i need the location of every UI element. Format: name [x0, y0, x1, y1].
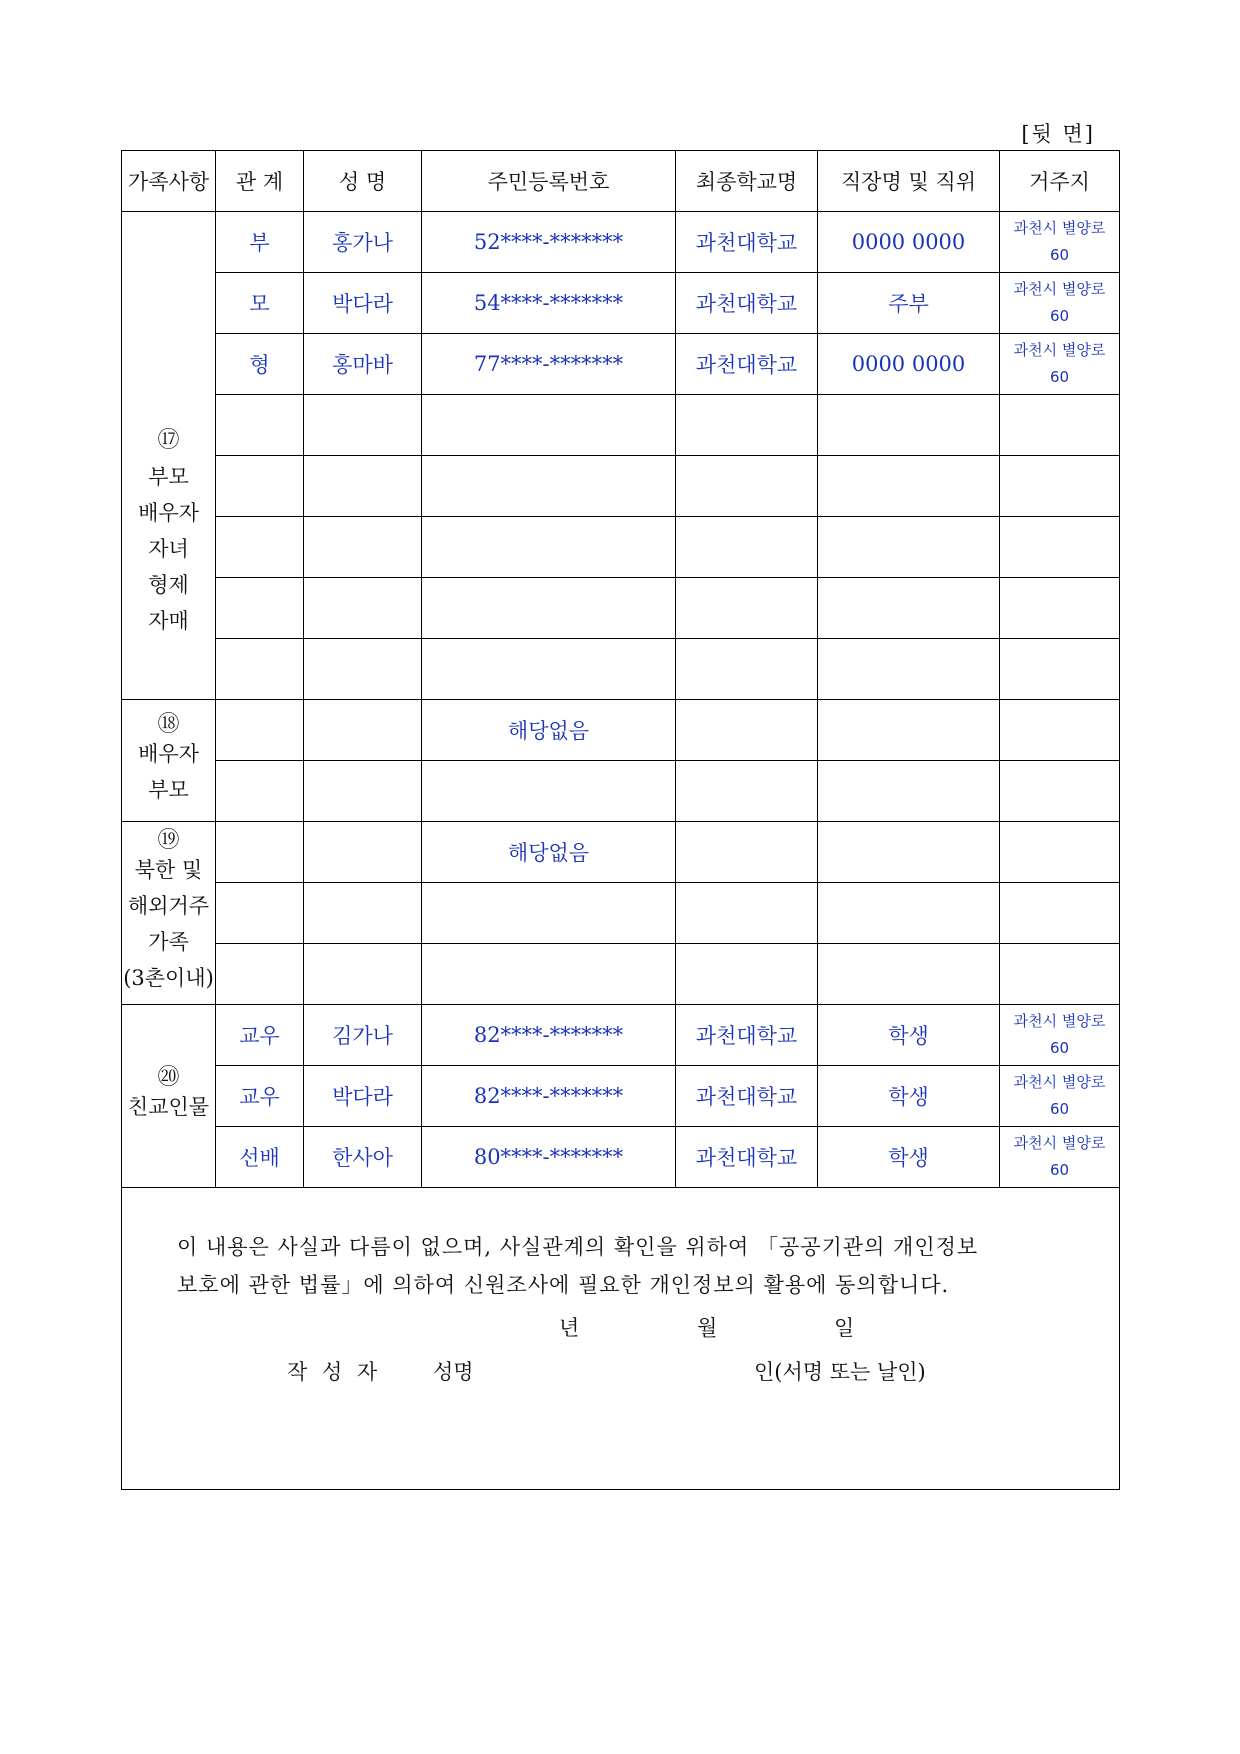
- group-19-label: [122, 822, 216, 1005]
- consent-row: [122, 1188, 1120, 1490]
- address-line: 60: [1049, 307, 1070, 325]
- cell-rrn: 82****-*******: [422, 1005, 676, 1066]
- month-label: 월: [697, 1316, 718, 1340]
- cell-relation: 선배: [216, 1127, 304, 1188]
- empty-cell: [818, 944, 1000, 1005]
- empty-cell: [216, 944, 304, 1005]
- cell-school: 과천대학교: [676, 1005, 818, 1066]
- empty-cell: [1000, 700, 1120, 761]
- empty-cell: [422, 944, 676, 1005]
- empty-cell: [216, 578, 304, 639]
- empty-cell: [422, 456, 676, 517]
- cell-name: 박다라: [304, 1066, 422, 1127]
- table-row: [122, 1066, 1120, 1127]
- family-table: [121, 150, 1120, 1490]
- consent-line-1: 이 내용은 사실과 다름이 없으며, 사실관계의 확인을 위하여 「공공기관의 개인정보: [177, 1235, 979, 1259]
- table-row-empty: [122, 578, 1120, 639]
- empty-cell: [676, 517, 818, 578]
- empty-cell: [676, 761, 818, 822]
- empty-cell: [1000, 944, 1120, 1005]
- header-job: 직장명 및 직위: [818, 151, 1000, 212]
- table-row: [122, 822, 1120, 883]
- cell-address: [1000, 1127, 1120, 1188]
- empty-cell: [1000, 578, 1120, 639]
- empty-cell: [304, 822, 422, 883]
- group-20-number: ⑳: [157, 1065, 180, 1090]
- cell-school: 과천대학교: [676, 212, 818, 273]
- year-label: 년: [559, 1316, 580, 1340]
- not-applicable-note: 해당없음: [422, 700, 676, 761]
- group-19-line: (3촌이내): [123, 966, 214, 990]
- seal-label: 인(서명 또는 날인): [754, 1360, 926, 1384]
- table-row: [122, 700, 1120, 761]
- signature-line: [122, 1356, 1119, 1396]
- empty-cell: [1000, 822, 1120, 883]
- cell-name: 한사아: [304, 1127, 422, 1188]
- empty-cell: [818, 700, 1000, 761]
- group-20-line: 친교인물: [127, 1095, 210, 1119]
- consent-section: [122, 1188, 1120, 1490]
- cell-rrn: 52****-*******: [422, 212, 676, 273]
- empty-cell: [1000, 883, 1120, 944]
- group-19-line: 북한 및: [134, 858, 203, 882]
- table-row-empty: [122, 456, 1120, 517]
- empty-cell: [676, 822, 818, 883]
- address-line: 과천시 별양로: [1013, 1073, 1106, 1091]
- cell-address: [1000, 334, 1120, 395]
- empty-cell: [676, 395, 818, 456]
- empty-cell: [676, 944, 818, 1005]
- cell-relation: 모: [216, 273, 304, 334]
- header-family: 가족사항: [122, 151, 216, 212]
- cell-school: 과천대학교: [676, 273, 818, 334]
- group-19-number: ⑲: [157, 828, 180, 853]
- address-line: 60: [1049, 1100, 1070, 1118]
- empty-cell: [818, 517, 1000, 578]
- header-address: 거주지: [1000, 151, 1120, 212]
- cell-job: 주부: [818, 273, 1000, 334]
- cell-school: 과천대학교: [676, 1066, 818, 1127]
- empty-cell: [216, 883, 304, 944]
- group-17-line: 자녀: [148, 536, 189, 561]
- address-line: 60: [1049, 368, 1070, 386]
- table-row: [122, 212, 1120, 273]
- table-row: [122, 1005, 1120, 1066]
- table-row-empty: [122, 944, 1120, 1005]
- empty-cell: [422, 578, 676, 639]
- cell-rrn: 54****-*******: [422, 273, 676, 334]
- empty-cell: [216, 456, 304, 517]
- address-line: 과천시 별양로: [1013, 341, 1106, 359]
- address-line: 60: [1049, 1039, 1070, 1057]
- cell-name: 박다라: [304, 273, 422, 334]
- group-20-label: [122, 1005, 216, 1188]
- cell-relation: 교우: [216, 1066, 304, 1127]
- empty-cell: [818, 456, 1000, 517]
- empty-cell: [676, 639, 818, 700]
- address-line: 60: [1049, 1161, 1070, 1179]
- cell-school: 과천대학교: [676, 1127, 818, 1188]
- empty-cell: [216, 822, 304, 883]
- table-row: [122, 334, 1120, 395]
- empty-cell: [1000, 761, 1120, 822]
- empty-cell: [304, 578, 422, 639]
- header-relation: 관 계: [216, 151, 304, 212]
- empty-cell: [216, 395, 304, 456]
- writer-label: 작 성 자: [287, 1360, 382, 1384]
- cell-job: 학생: [818, 1127, 1000, 1188]
- empty-cell: [818, 578, 1000, 639]
- empty-cell: [422, 517, 676, 578]
- empty-cell: [304, 517, 422, 578]
- cell-rrn: 82****-*******: [422, 1066, 676, 1127]
- group-19-line: 해외거주: [127, 894, 210, 918]
- table-row-empty: [122, 639, 1120, 700]
- group-18-number: ⑱: [157, 711, 180, 737]
- header-name: 성 명: [304, 151, 422, 212]
- cell-name: 홍마바: [304, 334, 422, 395]
- table-row-empty: [122, 761, 1120, 822]
- group-17-line: 자매: [148, 608, 189, 633]
- empty-cell: [818, 395, 1000, 456]
- writer-name-label: 성명: [433, 1360, 474, 1384]
- group-19-line: 가족: [148, 930, 189, 954]
- cell-relation: 부: [216, 212, 304, 273]
- table-row-empty: [122, 517, 1120, 578]
- header-row: [122, 151, 1120, 212]
- empty-cell: [216, 517, 304, 578]
- header-rrn: 주민등록번호: [422, 151, 676, 212]
- not-applicable-note: 해당없음: [422, 822, 676, 883]
- cell-relation: 교우: [216, 1005, 304, 1066]
- address-line: 과천시 별양로: [1013, 280, 1106, 298]
- empty-cell: [1000, 517, 1120, 578]
- empty-cell: [676, 883, 818, 944]
- cell-relation: 형: [216, 334, 304, 395]
- empty-cell: [304, 700, 422, 761]
- address-line: 과천시 별양로: [1013, 1012, 1106, 1030]
- group-17-label: [122, 212, 216, 700]
- cell-address: [1000, 273, 1120, 334]
- table-row: [122, 1127, 1120, 1188]
- group-18-label: [122, 700, 216, 822]
- cell-job: 0000 0000: [818, 212, 1000, 273]
- cell-address: [1000, 1005, 1120, 1066]
- group-17-line: 형제: [148, 572, 189, 597]
- empty-cell: [216, 761, 304, 822]
- day-label: 일: [834, 1316, 855, 1340]
- consent-statement: [177, 1228, 1119, 1304]
- empty-cell: [422, 639, 676, 700]
- cell-name: 김가나: [304, 1005, 422, 1066]
- empty-cell: [304, 456, 422, 517]
- empty-cell: [818, 822, 1000, 883]
- empty-cell: [422, 883, 676, 944]
- empty-cell: [304, 395, 422, 456]
- empty-cell: [1000, 639, 1120, 700]
- group-17-line: 배우자: [138, 500, 199, 525]
- date-line: [122, 1312, 1119, 1344]
- group-18-line: 배우자: [138, 741, 199, 766]
- empty-cell: [216, 700, 304, 761]
- cell-rrn: 80****-*******: [422, 1127, 676, 1188]
- table-row: [122, 273, 1120, 334]
- empty-cell: [304, 944, 422, 1005]
- empty-cell: [676, 456, 818, 517]
- group-18-line: 부모: [148, 777, 189, 802]
- empty-cell: [818, 761, 1000, 822]
- consent-line-2: 보호에 관한 법률」에 의하여 신원조사에 필요한 개인정보의 활용에 동의합니다.: [177, 1273, 950, 1297]
- table-row-empty: [122, 883, 1120, 944]
- group-17-line: 부모: [148, 464, 189, 489]
- address-line: 과천시 별양로: [1013, 1134, 1106, 1152]
- table-row-empty: [122, 395, 1120, 456]
- group-17-number: ⑰: [157, 427, 180, 453]
- cell-rrn: 77****-*******: [422, 334, 676, 395]
- empty-cell: [216, 639, 304, 700]
- address-line: 60: [1049, 246, 1070, 264]
- cell-job: 0000 0000: [818, 334, 1000, 395]
- cell-school: 과천대학교: [676, 334, 818, 395]
- empty-cell: [422, 761, 676, 822]
- empty-cell: [676, 700, 818, 761]
- empty-cell: [1000, 456, 1120, 517]
- page-side-label: [뒷 면]: [1021, 122, 1095, 146]
- cell-name: 홍가나: [304, 212, 422, 273]
- cell-job: 학생: [818, 1066, 1000, 1127]
- empty-cell: [304, 883, 422, 944]
- address-line: 과천시 별양로: [1013, 219, 1106, 237]
- cell-job: 학생: [818, 1005, 1000, 1066]
- empty-cell: [304, 761, 422, 822]
- header-school: 최종학교명: [676, 151, 818, 212]
- empty-cell: [422, 395, 676, 456]
- empty-cell: [676, 578, 818, 639]
- empty-cell: [818, 639, 1000, 700]
- cell-address: [1000, 1066, 1120, 1127]
- empty-cell: [1000, 395, 1120, 456]
- cell-address: [1000, 212, 1120, 273]
- empty-cell: [304, 639, 422, 700]
- empty-cell: [818, 883, 1000, 944]
